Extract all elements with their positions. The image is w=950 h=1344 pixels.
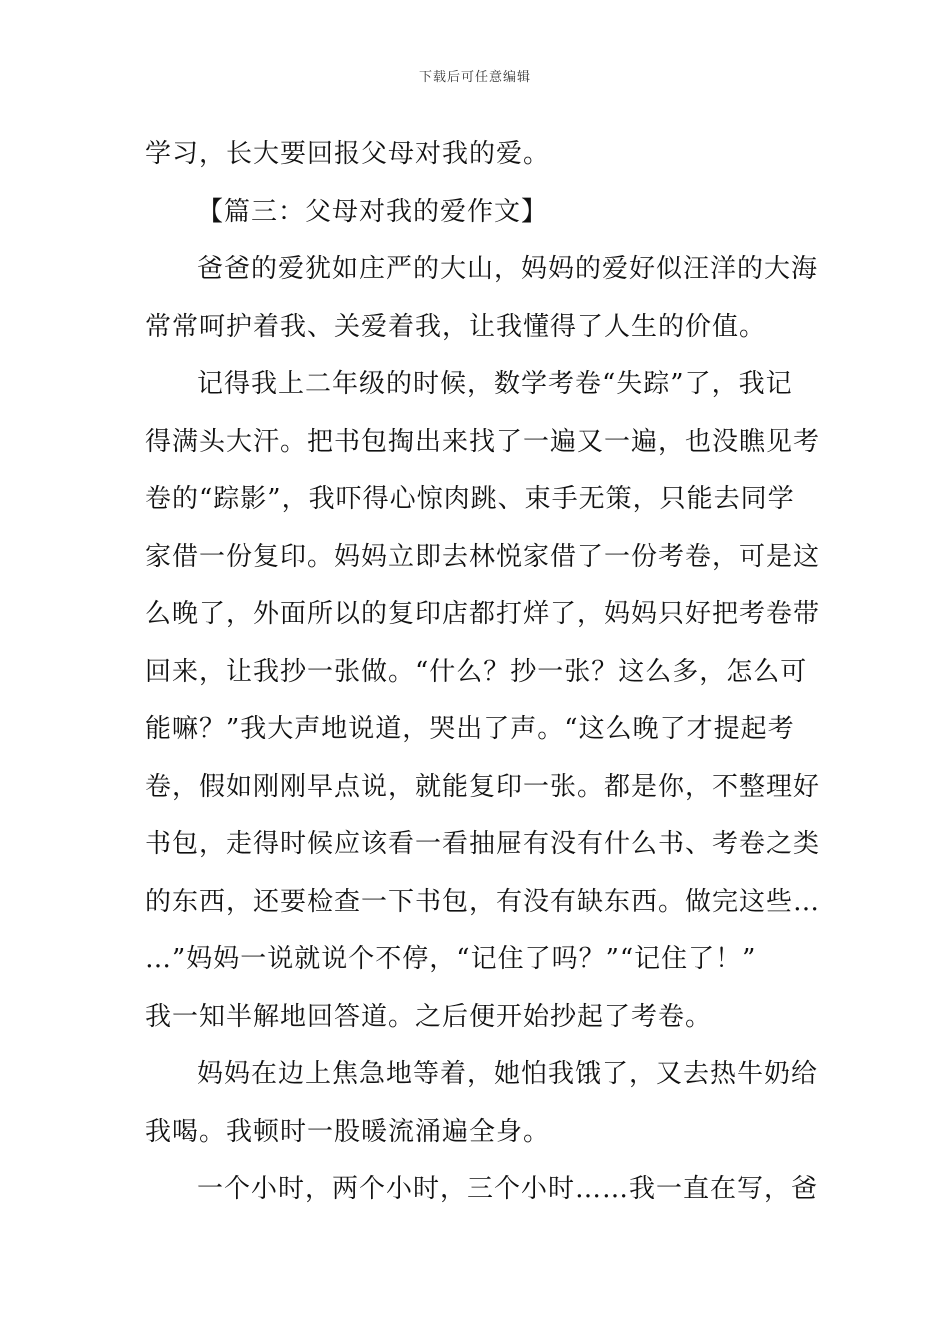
text-line: 家借一份复印。妈妈立即去林悦家借了一份考卷，可是这 (145, 541, 821, 572)
text-line: 能嘛？”我大声地说道，哭出了声。“这么晚了才提起考 (145, 714, 795, 744)
text-line: 妈妈在边上焦急地等着，她怕我饿了，又去热牛奶给 (197, 1059, 819, 1089)
text-line: 么晚了，外面所以的复印店都打烊了，妈妈只好把考卷带 (145, 599, 821, 629)
text-line: 卷，假如刚刚早点说，就能复印一张。都是你，不整理好 (145, 771, 821, 802)
document-body (145, 126, 821, 1219)
text-line: 一个小时，两个小时，三个小时……我一直在写，爸 (197, 1174, 819, 1204)
text-line: 书包，走得时候应该看一看抽屉有没有什么书、考卷之类 (145, 829, 821, 859)
text-line: 常常呵护着我、关爱着我，让我懂得了人生的价值。 (145, 311, 767, 342)
text-line: 得满头大汗。把书包掏出来找了一遍又一遍，也没瞧见考 (145, 426, 821, 457)
text-line: …”妈妈一说就说个不停，“记住了吗？”“记住了！” (145, 944, 757, 974)
text-line: 记得我上二年级的时候，数学考卷“失踪”了，我记 (197, 369, 793, 399)
text-line: 的东西，还要检查一下书包，有没有缺东西。做完这些… (145, 886, 821, 917)
text-line: 学习，长大要回报父母对我的爱。 (145, 139, 551, 169)
page-header: 下载后可任意编辑 (418, 70, 531, 85)
text-line: 【篇三：父母对我的爱作文】 (197, 196, 549, 227)
text-line: 我喝。我顿时一股暖流涌遍全身。 (145, 1116, 551, 1147)
text-line: 回来，让我抄一张做。“什么？抄一张？这么多，怎么可 (145, 656, 808, 687)
text-line: 卷的“踪影”，我吓得心惊肉跳、束手无策，只能去同学 (145, 484, 795, 514)
text-line: 爸爸的爱犹如庄严的大山，妈妈的爱好似汪洋的大海 (197, 254, 819, 284)
text-line: 我一知半解地回答道。之后便开始抄起了考卷。 (145, 1001, 713, 1032)
